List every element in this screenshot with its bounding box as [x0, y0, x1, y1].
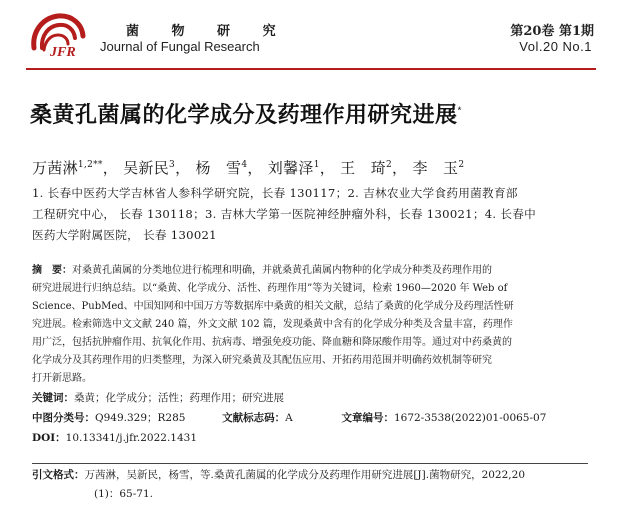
citation-line: (1)：65-71.: [94, 488, 153, 500]
abstract-line: 对桑黄孔菌属的分类地位进行梳理和明确，并就桑黄孔菌属内物种的化学成分种类及药理作用的: [72, 265, 492, 276]
abstract-line: Science、PubMed、中国知网和中国万方等数据库中桑黄的相关文献，总结了桑黄的化学成分及药理活性研: [32, 301, 514, 312]
author-affil-mark: 2: [386, 160, 393, 170]
abstract: [32, 262, 588, 388]
abstract-line: 化学成分及其药理作用的归类整理，为深入研究桑黄及其配伍应用、开拓药用范围并明确药效机制等研究: [32, 355, 492, 366]
journal-name-en: Journal of Fungal Research: [100, 39, 260, 54]
citation-divider: [32, 463, 588, 464]
abstract-line: 用广泛，包括抗肿瘤作用、抗氧化作用、抗病毒、增强免疫功能、降血糖和降尿酸作用等。通过对中药桑黄的: [32, 337, 512, 348]
author-list: 万茜淋$^{1,2**}$， 吴新民$^3$， 杨 雪$^4$， 刘馨泽$^1$， 王 琦$^2$， 李 玉$^2$: [32, 159, 465, 177]
volume-issue-cn: 第20卷 第1期: [510, 24, 594, 39]
author-name: 杨 雪: [195, 159, 242, 177]
author-affil-mark: 1,2**: [77, 160, 103, 170]
author-affil-mark: 4: [241, 160, 248, 170]
doi-label: DOI：: [32, 432, 66, 444]
clc-value: Q949.329；R285: [95, 412, 186, 424]
logo-text: JFR: [50, 45, 76, 60]
volume-issue-en: Vol.20 No.1: [519, 39, 592, 54]
doc-code-value: A: [285, 412, 293, 424]
journal-logo-icon: [28, 8, 86, 62]
affiliation-line: 1. 长春中医药大学吉林省人参科学研究院，长春 130117；2. 吉林农业大学食药用菌教育部: [32, 186, 518, 200]
affiliation-line: 工程研究中心， 长春 130118；3. 吉林大学第一医院神经肿瘤外科，长春 130021；4. 长春中: [32, 207, 537, 221]
classification-row: [32, 410, 546, 425]
article-no-label: 文章编号：: [341, 412, 394, 424]
article-no-value: 1672-3538(2022)01-0065-07: [393, 412, 547, 424]
author-affil-mark: 3: [169, 160, 176, 170]
paper-title: [30, 98, 462, 129]
citation-block: [32, 466, 525, 504]
abstract-line: 打开新思路。: [32, 373, 92, 384]
author-name: 李 玉: [412, 159, 459, 177]
author-name: 王 琦: [340, 159, 387, 177]
paper-title-text: 桑黄孔菌属的化学成分及药理作用研究进展: [30, 102, 458, 127]
abstract-line: 究进展。检索筛选中文文献 240 篇，外文文献 102 篇，发现桑黄中含有的化学成分种类及含量丰富，药理作: [32, 319, 513, 330]
title-footnote-mark: *: [457, 105, 462, 117]
abstract-line: 研究进展进行归纳总结。以“桑黄、化学成分、活性、药理作用”等为关键词，检索 1960—2020 年 Web of: [32, 283, 508, 294]
affiliations: [32, 183, 588, 246]
keywords-label: 关键词：: [32, 392, 74, 404]
journal-header: [0, 0, 618, 72]
citation-line: 万茜淋，吴新民，杨雪，等.桑黄孔菌属的化学成分及药理作用研究进展[J].菌物研究，2022,20: [84, 469, 525, 481]
author-name: 刘馨泽: [267, 159, 314, 177]
keywords-row: [32, 390, 284, 405]
author-name: 万茜淋: [32, 159, 78, 177]
clc-label: 中图分类号：: [32, 412, 95, 424]
doi-value[interactable]: 10.13341/j.jfr.2022.1431: [65, 432, 198, 444]
keywords-value: 桑黄；化学成分；活性；药理作用；研究进展: [74, 392, 284, 404]
author-affil-mark: 1: [313, 160, 320, 170]
header-divider: [26, 68, 596, 70]
author-affil-mark: 2: [458, 160, 465, 170]
journal-name-cn: 菌 物 研 究: [126, 24, 290, 39]
author-name: 吴新民: [123, 159, 170, 177]
doc-code-label: 文献标志码：: [222, 412, 286, 424]
affiliation-line: 医药大学附属医院， 长春 130021: [32, 228, 217, 242]
abstract-label: 摘 要：: [32, 265, 72, 276]
citation-label: 引文格式：: [32, 469, 85, 481]
doi-row: [32, 430, 197, 445]
